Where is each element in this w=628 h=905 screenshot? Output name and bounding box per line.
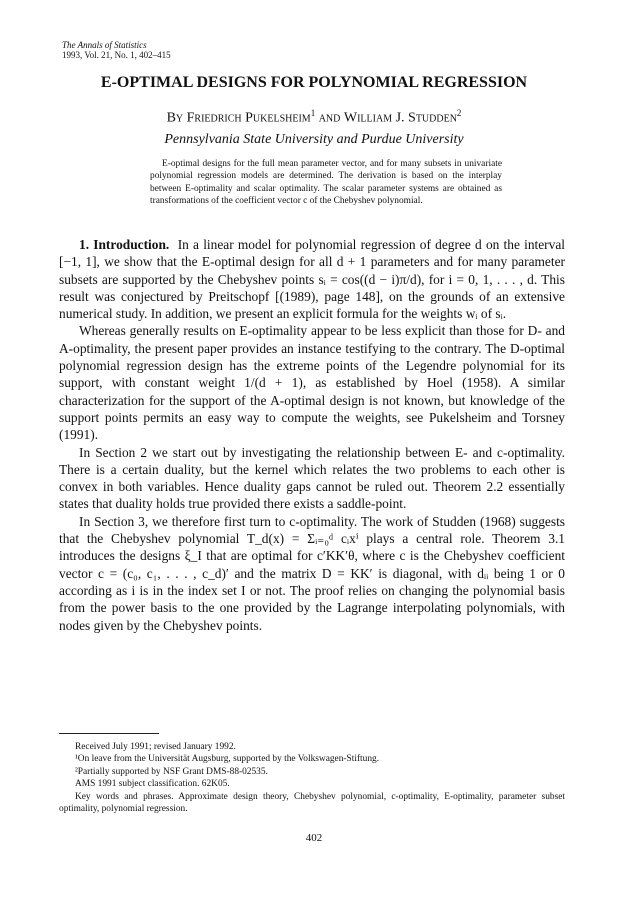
author-1: Friedrich Pukelsheim [186,110,311,126]
paper-title: E-OPTIMAL DESIGNS FOR POLYNOMIAL REGRESSION [100,74,528,91]
journal-issue: 1993, Vol. 21, No. 1, 402–415 [62,50,171,60]
paragraph-2: Whereas generally results on E-optimality appear to be less explicit than those for D- and A-optimality, the present paper provides an instance testifying to the contrary. The D-optimal polynomial regression design has the extreme points of the Legendre polynomial for its support, with constant weight 1/(d + 1), as established by Hoel (1958). A similar characterization for the support of the A-optimal design is not known, but knowledge of the support points permits an easy way to compute the weights, see Pukelsheim and Torsney (1991). [59,323,565,443]
page-number: 402 [305,832,323,844]
keywords: Key words and phrases. Approximate design theory, Chebyshev polynomial, c-optimality, E-optimality, parameter subset optimality, polynomial regression. [59,791,565,815]
author-2-footnote-mark: 2 [456,108,462,118]
paragraph-3: In Section 2 we start out by investigating the relationship between E- and c-optimality. There is a certain duality, but the kernel which relates the two problems to each other is convex in both variables. Hence duality gaps cannot be ruled out. Theorem 2.2 essentially states that duality holds true provided there exists a saddle-point. [59,444,565,512]
journal-name: The Annals of Statistics [62,40,147,50]
footnotes [59,741,565,815]
abstract [150,158,502,207]
ams-classification: AMS 1991 subject classification. 62K05. [75,779,230,790]
section-introduction [59,236,565,634]
paragraph-1-text: In a linear model for polynomial regression of degree d on the interval [−1, 1], we show that the E-optimal design for all d + 1 parameters and for many parameter subsets are supported by the Chebyshev points sᵢ = cos((d − i)π/d), for i = 0, 1, . . . , d. This result was conjectured by Preitschopf [(1989), page 148], on the grounds of an extensive numerical study. In addition, we present an explicit formula for the weights wᵢ of sᵢ. [59,237,565,322]
paragraph-4: In Section 3, we therefore first turn to c-optimality. The work of Studden (1968) suggests that the Chebyshev polynomial T_d(x) = Σᵢ₌₀ᵈ cᵢxⁱ plays a central role. Theorem 3.1 introduces the designs ξ_I that are optimal for c′KK′θ, where c is the Chebyshev coefficient vector c = (c₀, c₁, . . . , c_d)′ and the matrix D = KK′ is diagonal, with dᵢᵢ being 1 or 0 according as i is in the index set I or not. The proof relies on changing the polynomial basis from the power basis to the one provided by the Lagrange interpolating polynomials, with nodes given by the Chebyshev points. [59,513,565,633]
section-heading: 1. Introduction. [79,237,170,252]
footnote-divider [59,733,159,734]
abstract-text: E-optimal designs for the full mean parameter vector, and for many subsets in univariate polynomial regression models are determined. The derivation is based on the interplay between E-optimality and scalar optimality. The scalar parameter systems are obtained as transformations of the coefficient vector c of the Chebyshev polynomial. [150,159,502,206]
paragraph-1 [59,236,565,322]
and-label: and [318,110,341,126]
author-2: William J. Studden [343,110,457,126]
received-date: Received July 1991; revised January 1992. [75,742,236,752]
journal-header [62,40,171,60]
author-1-footnote-mark: 1 [310,108,316,118]
footnote-2: ²Partially supported by NSF Grant DMS-88-02535. [75,766,268,777]
author-line [0,108,628,127]
footnote-1: ¹On leave from the Universität Augsburg, supported by the Volkswagen-Stiftung. [75,754,380,765]
affiliation: Pennsylvania State University and Purdue University [164,132,464,147]
by-label: By [166,110,184,126]
